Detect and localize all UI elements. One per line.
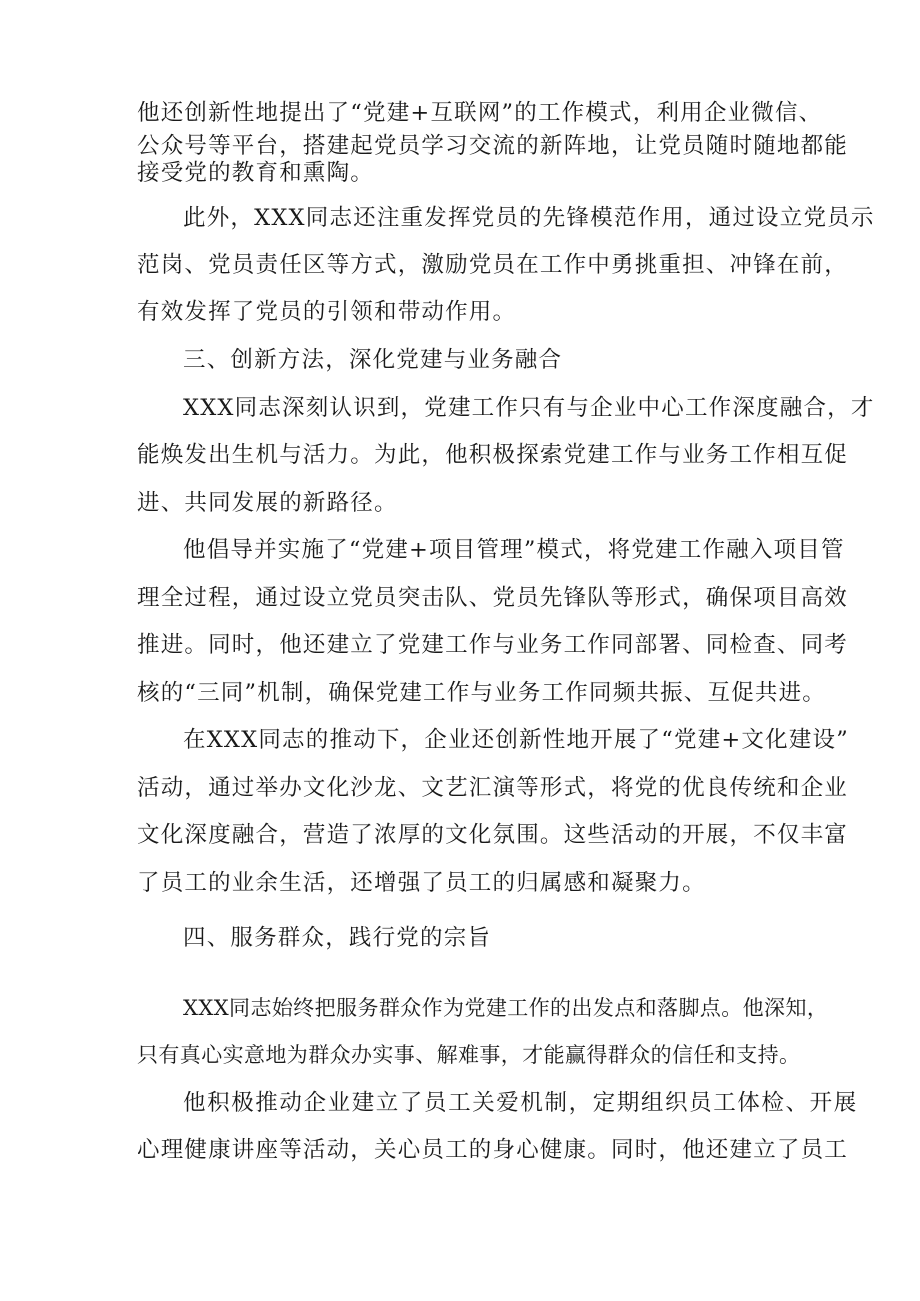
- text-line: XXX同志始终把服务群众作为党建工作的出发点和落脚点。他深知，: [183, 996, 829, 1020]
- text-line: 此外，XXX同志还注重发挥党员的先锋模范作用，通过设立党员示: [183, 205, 875, 231]
- text-line: 理全过程，通过设立党员突击队、党员先锋队等形式，确保项目高效: [137, 585, 849, 611]
- text-line: 推进。同时，他还建立了党建工作与业务工作同部署、同检查、同考: [137, 632, 849, 658]
- text-line: 只有真心实意地为群众办实事、解难事，才能赢得群众的信任和支持。: [137, 1043, 801, 1067]
- text-line: 在XXX同志的推动下，企业还创新性地开展了“党建+文化建设”: [183, 727, 849, 753]
- text-line: 他还创新性地提出了“党建+互联网”的工作模式，利用企业微信、: [137, 100, 823, 126]
- text-line: 他倡导并实施了“党建+项目管理”模式，将党建工作融入项目管: [183, 537, 845, 563]
- text-line: 心理健康讲座等活动，关心员工的身心健康。同时，他还建立了员工: [137, 1137, 849, 1163]
- text-line: XXX同志深刻认识到，党建工作只有与企业中心工作深度融合，才: [183, 395, 875, 421]
- text-line: 进、共同发展的新路径。: [137, 490, 398, 516]
- text-line: 他积极推动企业建立了员工关爱机制，定期组织员工体检、开展: [183, 1090, 858, 1116]
- text-line: 核的“三同”机制，确保党建工作与业务工作同频共振、互促共进。: [137, 680, 827, 706]
- text-line: 了员工的业余生活，还增强了员工的归属感和凝聚力。: [137, 870, 706, 896]
- section-heading: 四、服务群众，践行党的宗旨: [183, 925, 492, 951]
- text-line: 接受党的教育和熏陶。: [137, 160, 375, 186]
- text-line: 文化深度融合，营造了浓厚的文化氛围。这些活动的开展，不仅丰富: [137, 822, 849, 848]
- text-line: 活动，通过举办文化沙龙、文艺汇演等形式，将党的优良传统和企业: [137, 775, 849, 801]
- text-line: 有效发挥了党员的引领和带动作用。: [137, 299, 517, 325]
- text-line: 范岗、党员责任区等方式，激励党员在工作中勇挑重担、冲锋在前，: [137, 252, 849, 278]
- text-line: 能焕发出生机与活力。为此，他积极探索党建工作与业务工作相互促: [137, 442, 849, 468]
- section-heading: 三、创新方法，深化党建与业务融合: [183, 347, 563, 373]
- text-line: 公众号等平台，搭建起党员学习交流的新阵地，让党员随时随地都能: [137, 133, 849, 159]
